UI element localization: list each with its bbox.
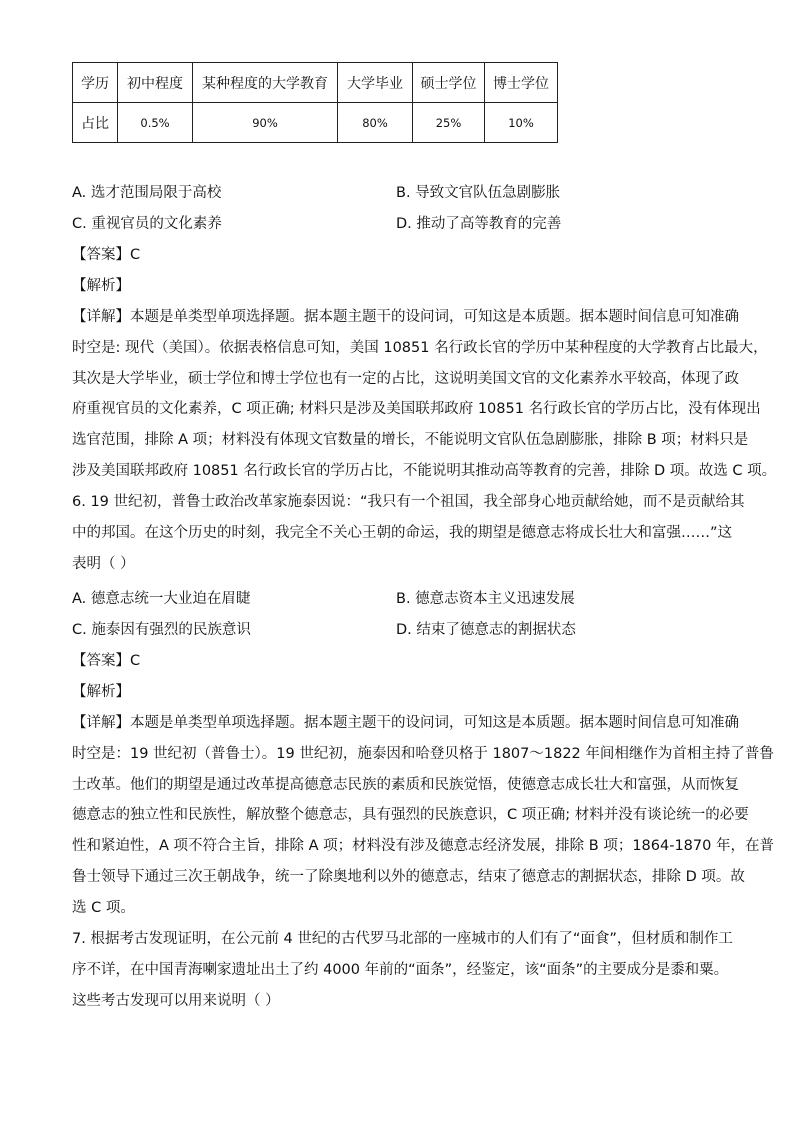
explanation-line: 【详解】本题是单类型单项选择题。据本题主题干的设问词，可知这是本质题。据本题时间信息可知准确: [72, 309, 739, 325]
table-cell: 占比: [73, 103, 118, 143]
table-cell: 硕士学位: [413, 63, 485, 103]
question-line: 表明（ ）: [72, 555, 135, 572]
table-cell: 10%: [485, 103, 558, 143]
table-cell: 博士学位: [485, 63, 558, 103]
q6-stem: [72, 487, 745, 579]
question-line: 中的邦国。在这个历史的时刻，我完全不关心王朝的命运，我的期望是德意志将成长壮大和富强……”这: [72, 524, 733, 541]
table-row: [73, 103, 558, 143]
table-cell: 学历: [73, 63, 118, 103]
option-b: B. 德意志资本主义迅速发展: [396, 591, 575, 607]
table-cell: 初中程度: [118, 63, 193, 103]
analysis-label: 【解析】: [72, 278, 130, 294]
table-row: [73, 63, 558, 103]
table-cell: 80%: [338, 103, 413, 143]
table-cell: 90%: [193, 103, 338, 143]
explanation-line: 府重视官员的文化素养，C 项正确; 材料只是涉及美国联邦政府 10851 名行政长官的学历占比，没有体现出: [72, 401, 761, 418]
education-table: [72, 62, 558, 143]
option-a: A. 选才范围局限于高校: [72, 185, 222, 201]
explanation-line: 士改革。他们的期望是通过改革提高德意志民族的素质和民族觉悟，使德意志成长壮大和富强，从而恢复: [72, 776, 739, 793]
explanation-line: 选 C 项。: [72, 899, 135, 916]
question-line: 6. 19 世纪初，普鲁士政治改革家施泰因说：“我只有一个祖国，我全部身心地贡献给她，而不是贡献给其: [72, 494, 745, 510]
q6-explanation: [72, 708, 774, 924]
option-c: C. 重视官员的文化素养: [72, 216, 222, 232]
explanation-line: 【详解】本题是单类型单项选择题。据本题主题干的设问词，可知这是本质题。据本题时间信息可知准确: [72, 715, 739, 731]
explanation-line: 性和紧迫性，A 项不符合主旨，排除 A 项；材料没有涉及德意志经济发展，排除 B 项；1864-1870 年，在普: [72, 838, 774, 855]
explanation-line: 时空是: 现代（美国）。依据表格信息可知，美国 10851 名行政长官的学历中某种程度的大学教育占比最大，: [72, 339, 768, 356]
table-cell: 大学毕业: [338, 63, 413, 103]
answer-label: 【答案】C: [72, 247, 141, 263]
question-line: 序不详，在中国青海喇家遗址出土了约 4000 年前的“面条”，经鉴定，该“面条”的主要成分是黍和粟。: [72, 961, 729, 978]
q7-stem: [72, 924, 732, 1016]
table-cell: 25%: [413, 103, 485, 143]
explanation-line: 时空是：19 世纪初（普鲁士）。19 世纪初，施泰因和哈登贝格于 1807～1822 年间相继作为首相主持了普鲁: [72, 745, 774, 762]
option-a: A. 德意志统一大业迫在眉睫: [72, 591, 251, 607]
option-b: B. 导致文官队伍急剧膨胀: [396, 185, 561, 201]
explanation-line: 其次是大学毕业，硕士学位和博士学位也有一定的占比，这说明美国文官的文化素养水平较高，体现了政: [72, 370, 739, 387]
table-cell: 某种程度的大学教育: [193, 63, 338, 103]
explanation-line: 鲁士领导下通过三次王朝战争，统一了除奥地利以外的德意志，结束了德意志的割据状态，排除 D 项。故: [72, 868, 745, 885]
question-line: 这些考古发现可以用来说明（ ）: [72, 992, 280, 1009]
answer-label: 【答案】C: [72, 653, 141, 669]
q5-explanation: [72, 302, 777, 487]
analysis-label: 【解析】: [72, 684, 130, 700]
explanation-line: 选官范围，排除 A 项；材料没有体现文官数量的增长，不能说明文官队伍急剧膨胀，排除 B 项；材料只是: [72, 432, 749, 449]
question-line: 7. 根据考古发现证明，在公元前 4 世纪的古代罗马北部的一座城市的人们有了“面食”，但材质和制作工: [72, 931, 733, 947]
table-cell: 0.5%: [118, 103, 193, 143]
option-d: D. 结束了德意志的割据状态: [396, 622, 576, 638]
option-d: D. 推动了高等教育的完善: [396, 216, 562, 232]
option-c: C. 施泰因有强烈的民族意识: [72, 622, 251, 638]
explanation-line: 涉及美国联邦政府 10851 名行政长官的学历占比，不能说明其推动高等教育的完善，排除 D 项。故选 C 项。: [72, 462, 777, 479]
explanation-line: 德意志的独立性和民族性，解放整个德意志，具有强烈的民族意识，C 项正确; 材料并没有谈论统一的必要: [72, 807, 749, 824]
